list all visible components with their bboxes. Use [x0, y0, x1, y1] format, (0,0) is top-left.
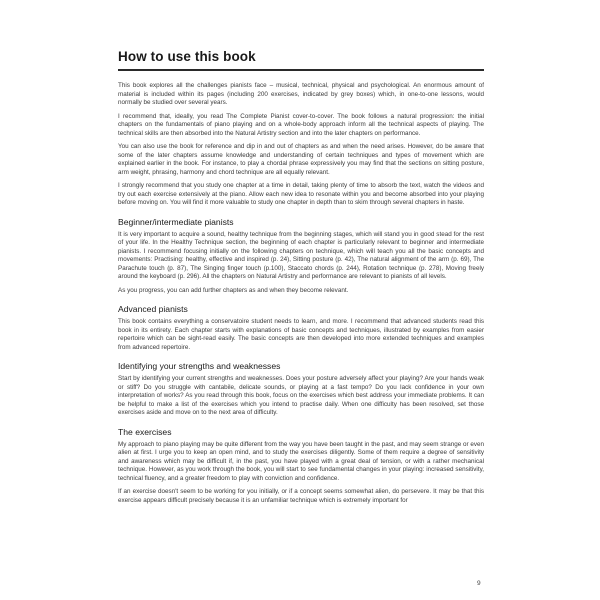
- section-paragraph: If an exercise doesn't seem to be working for you initially, or if a concept seems somewhat alien, do persevere. It may be that this exercise appears difficult precisely because it is an unfamiliar technique which is extremely important for: [118, 488, 484, 504]
- section-paragraph: This book contains everything a conservatoire student needs to learn, and more. I recommend that advanced students read this book in its entirety. Each chapter starts with explanations of basic concepts and techniques, illustrated by examples from easier repertoire which can be sight-read easily. The basic concepts are then developed into more extended techniques and examples from advanced repertoire.: [118, 318, 484, 351]
- intro-paragraph: This book explores all the challenges pianists face – musical, technical, physical and psychological. An enormous amount of material is included within its pages (including 200 exercises, indicated by grey boxes) which, in one-to-one lessons, would normally be studied over several years.: [118, 82, 484, 106]
- section-paragraph: Start by identifying your current strengths and weaknesses. Does your posture adversely affect your playing? Are your hands weak or stiff? Do you struggle with cantabile, delicate sounds, or playing at a fast tempo? Do you lack confidence in your own interpretation of works? As you read through this book, focus on the exercises which best address your immediate problems. It can be helpful to make a list of the exercises which you intend to practise daily. When one difficulty has been resolved, set those exercises aside and move on to the next area of difficulty.: [118, 375, 484, 416]
- section-paragraph: As you progress, you can add further chapters as and when they become relevant.: [118, 286, 349, 294]
- section-paragraph: My approach to piano playing may be quite different from the way you have been taught in the past, and may seem strange or even alien at first. I urge you to keep an open mind, and to study the exercises diligently. Some of them require a degree of sensitivity and awareness which may be difficult if, in the past, you have played with a great deal of tension, or with a rather mechanical technique. However, as you work through the book, you will start to see fundamental changes in your playing: increased sensitivity, technical fluency, and a greater freedom to play with conviction and confidence.: [118, 440, 484, 482]
- section-paragraph: It is very important to acquire a sound, healthy technique from the beginning stages, which will stand you in good stead for the rest of your life. In the Healthy Technique section, the beginning of each chapter is particularly relevant to beginner and intermediate pianists. I recommend focusing initially on the following chapters on technique, which will teach you all the basic concepts and movements: Practising: healthy, effective and inspired (p. 24), Sitting posture (p. 42), The natural alignment of the arm (p. 69), The Parachute touch (p. 87), The Singing finger touch (p.100), Staccato chords (p. 244), Rotation technique (p. 278), Moving freely around the keyboard (p. 296). All the chapters on Natural Artistry and performance are relevant to pianists of all levels.: [118, 230, 484, 280]
- intro-paragraph: I strongly recommend that you study one chapter at a time in detail, taking plenty of time to absorb the text, watch the videos and try out each exercise extensively at the piano. Allow each new idea to resonate within you and become absorbed into your playing before moving on. You will find it more valuable to study one chapter in depth than to skim through several chapters in haste.: [118, 182, 484, 206]
- page-title: How to use this book: [118, 49, 256, 64]
- page-number: 9: [477, 580, 481, 587]
- intro-paragraph: You can also use the book for reference and dip in and out of chapters as and when the need arises. However, do be aware that some of the later chapters assume knowledge and understanding of certain techniques and types of movement which are explained earlier in the book. For instance, to play a chordal phrase expressively you may find that the sections on sitting posture, arm weight, phrasing, harmony and chord technique are all equally relevant.: [118, 143, 484, 176]
- section-heading-exercises: The exercises: [118, 426, 172, 437]
- section-heading-beginner: Beginner/intermediate pianists: [118, 216, 234, 227]
- page-content: [118, 82, 484, 510]
- section-heading-strengths: Identifying your strengths and weaknesses: [118, 361, 281, 371]
- title-rule: [118, 69, 484, 71]
- section-heading-advanced: Advanced pianists: [118, 304, 188, 314]
- intro-paragraph: I recommend that, ideally, you read The Complete Pianist cover-to-cover. The book follows a natural progression: the initial chapters on the fundamentals of piano playing and on a whole-body approach inform all the technical aspects of playing. The technical skills are then absorbed into the Natural Artistry section and into the later chapters on performance.: [118, 112, 484, 137]
